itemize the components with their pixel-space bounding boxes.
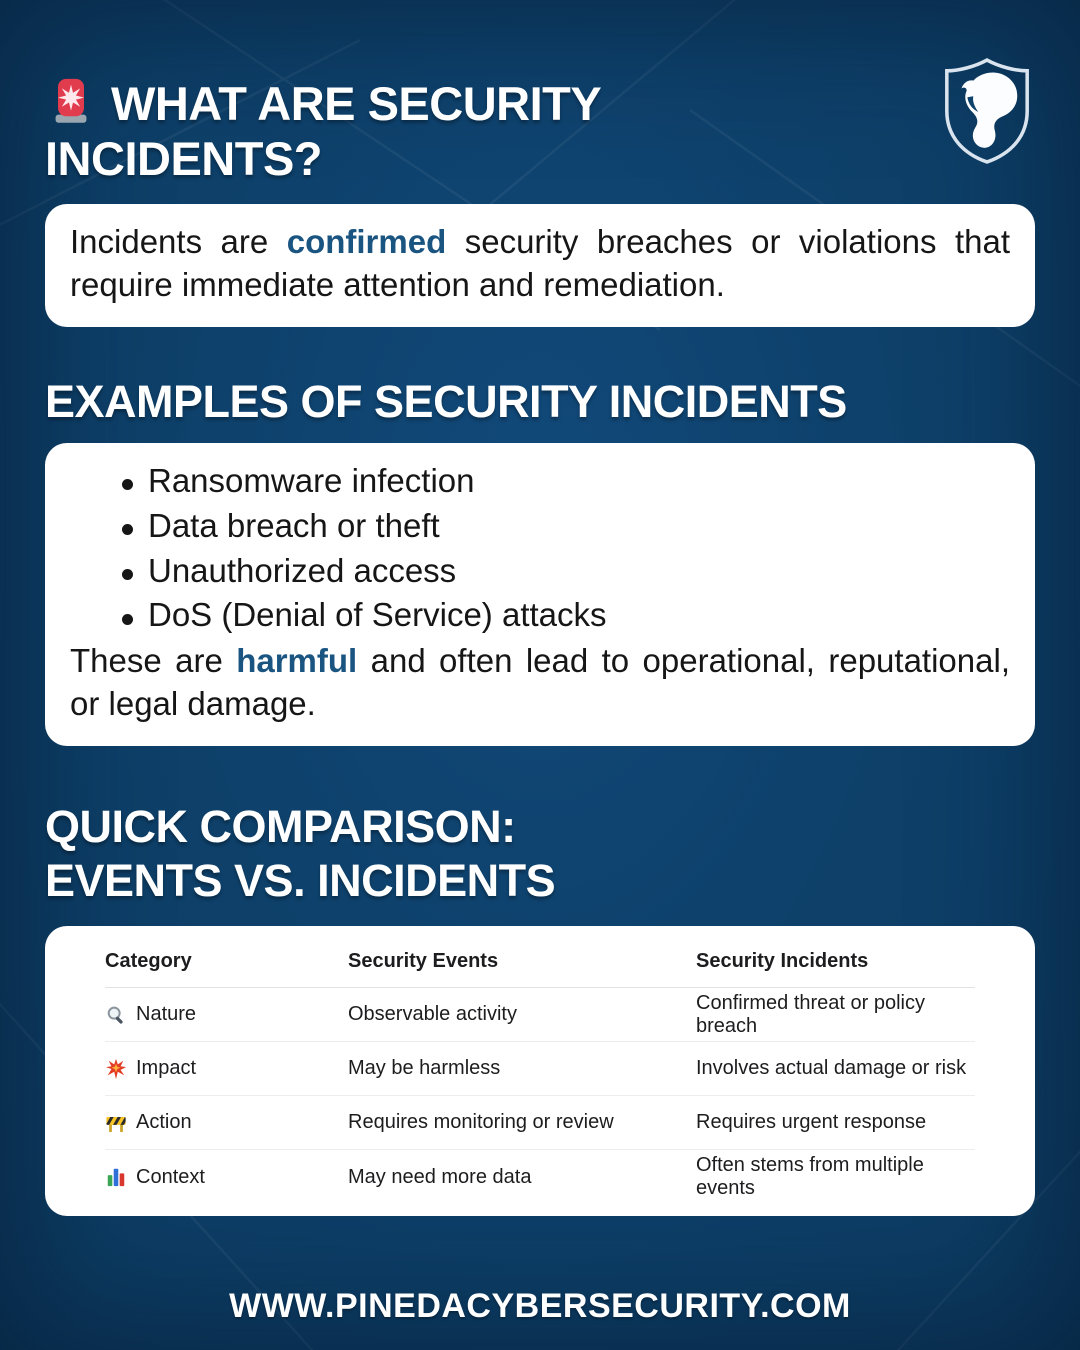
intro-card [45, 204, 1035, 327]
page-title [45, 74, 825, 187]
examples-card [45, 443, 1035, 746]
table-row [105, 988, 975, 1042]
incidents-cell: Requires urgent response [696, 1111, 927, 1134]
list-item: DoS (Denial of Service) attacks [70, 593, 1010, 638]
footer-website-url: WWW.PINEDACYBERSECURITY.COM [229, 1287, 851, 1325]
column-header: Category [105, 950, 192, 973]
siren-icon [45, 74, 97, 126]
list-item: Ransomware infection [70, 459, 1010, 504]
column-header: Security Incidents [696, 950, 869, 973]
table-row [105, 1096, 975, 1150]
events-cell: Observable activity [348, 1003, 517, 1026]
table-row [105, 1150, 975, 1204]
category-label: Impact [136, 1057, 197, 1080]
table-row [105, 1042, 975, 1096]
incidents-cell: Involves actual damage or risk [696, 1057, 967, 1080]
category-cell [105, 1057, 348, 1080]
events-cell: May need more data [348, 1165, 532, 1188]
comparison-heading [45, 800, 745, 908]
barrier-icon [105, 1112, 127, 1134]
category-label: Action [136, 1111, 192, 1134]
category-cell [105, 1166, 348, 1189]
incidents-cell: Confirmed threat or policy breach [696, 991, 925, 1037]
incidents-cell: Often stems from multiple events [696, 1154, 924, 1200]
note-highlight: harmful [236, 642, 358, 680]
list-item: Data breach or theft [70, 504, 1010, 549]
comparison-heading-line1: QUICK COMPARISON: [45, 801, 516, 853]
note-text-pre: These are [70, 642, 223, 680]
events-cell: Requires monitoring or review [348, 1111, 614, 1134]
intro-highlight: confirmed [286, 222, 447, 260]
magnifier-icon [105, 1004, 127, 1026]
category-cell [105, 1003, 348, 1026]
examples-heading: EXAMPLES OF SECURITY INCIDENTS [45, 375, 847, 427]
intro-text-pre: Incidents are [70, 222, 269, 260]
note-text-post: and often lead to operational, reputational, or legal damage. [70, 642, 1010, 723]
examples-note [70, 640, 1010, 726]
intro-text-post: security breaches or violations that require immediate attention and remediation. [70, 222, 1010, 303]
category-label: Context [136, 1165, 205, 1188]
list-item: Unauthorized access [70, 549, 1010, 594]
events-cell: May be harmless [348, 1057, 501, 1080]
bar-chart-icon [105, 1166, 127, 1188]
comparison-table-card [45, 926, 1035, 1216]
collision-icon [105, 1058, 127, 1080]
category-cell [105, 1111, 348, 1134]
examples-list [70, 459, 1010, 639]
comparison-heading-line2: EVENTS VS. INCIDENTS [45, 855, 556, 907]
table-header-row [105, 950, 975, 988]
column-header: Security Events [348, 950, 499, 973]
page-title-text: WHAT ARE SECURITY INCIDENTS? [45, 77, 601, 185]
category-label: Nature [136, 1003, 197, 1026]
